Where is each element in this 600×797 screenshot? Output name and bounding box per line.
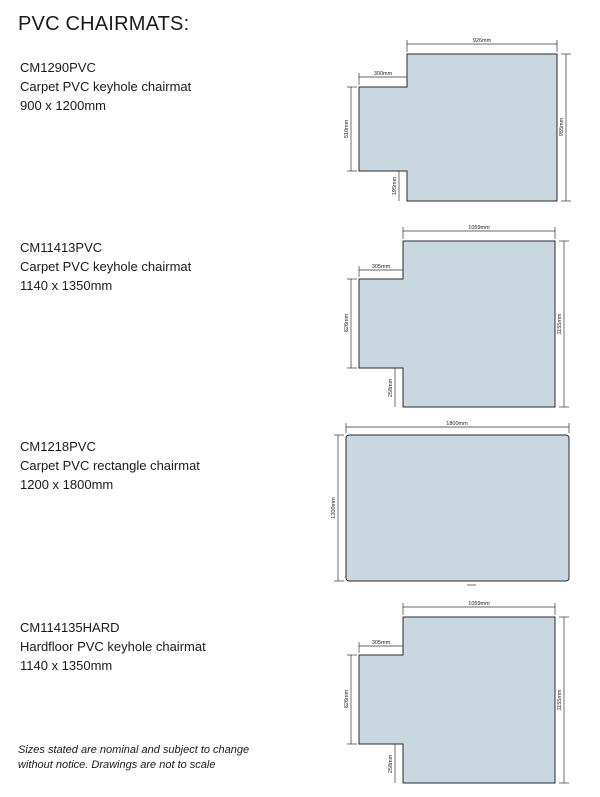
disclaimer-note: Sizes stated are nominal and subject to change without notice. Drawings are not to scale (18, 744, 250, 771)
product-description: Carpet PVC keyhole chairmat (20, 259, 192, 274)
product-code: CM114135HARD (20, 620, 120, 635)
product-size: 1140 x 1350mm (20, 278, 113, 293)
product-cm114135hard (20, 618, 206, 675)
dimension-top: 1059mm (468, 601, 490, 607)
product-cm1290pvc (20, 58, 191, 115)
product-description: Carpet PVC rectangle chairmat (20, 458, 200, 473)
dimension-lip-width: 305mm (371, 640, 391, 646)
dimension-top: 1059mm (468, 225, 490, 231)
dimension-side: 1155mm (557, 313, 563, 335)
keyhole-mat-drawing (340, 598, 580, 788)
product-code: CM1290PVC (20, 60, 96, 75)
rectangle-mat-drawing (325, 418, 580, 590)
mat-shape (346, 435, 569, 581)
page-title: PVC CHAIRMATS: (18, 13, 190, 35)
product-cm11413pvc (20, 238, 191, 295)
keyhole-mat-drawing (340, 222, 580, 412)
dimension-side: 1155mm (557, 689, 563, 711)
product-description: Hardfloor PVC keyhole chairmat (20, 639, 206, 654)
product-size: 900 x 1200mm (20, 98, 106, 113)
dimension-lip-width: 305mm (371, 264, 391, 270)
dimension-side: 955mm (559, 117, 565, 137)
dimension-side: 1200mm (331, 497, 337, 519)
dimension-lip-width: 300mm (373, 71, 393, 77)
product-code: CM1218PVC (20, 439, 96, 454)
dimension-lip-height: 626mm (344, 689, 350, 709)
dimension-top: 1800mm (446, 421, 468, 427)
dimension-top: 926mm (472, 38, 492, 44)
product-description: Carpet PVC keyhole chairmat (20, 79, 192, 94)
dimension-lip-height: 626mm (344, 313, 350, 333)
product-size: 1200 x 1800mm (20, 477, 114, 492)
keyhole-mat-drawing (340, 35, 580, 207)
product-cm1218pvc (20, 437, 200, 494)
product-code: CM11413PVC (20, 240, 103, 255)
dimension-lip-height: 510mm (344, 119, 350, 139)
dimension-bottom-left: 195mm (392, 176, 398, 196)
dimension-bottom-left: 258mm (388, 754, 394, 774)
dimension-bottom-left: 258mm (388, 378, 394, 398)
product-size: 1140 x 1350mm (20, 658, 113, 673)
